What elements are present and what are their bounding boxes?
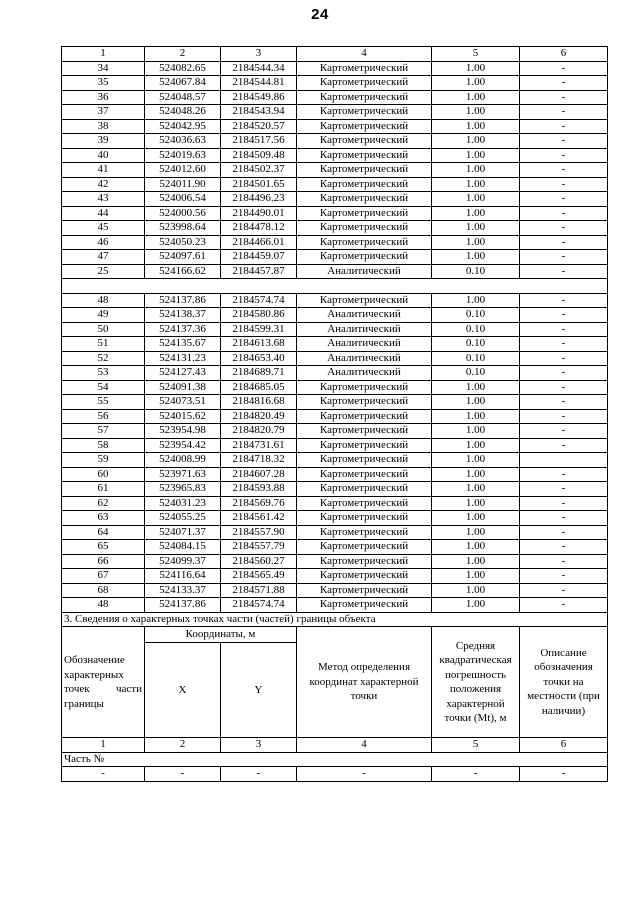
table-row: [62, 380, 608, 395]
table-cell: -: [520, 366, 608, 381]
table-cell: Картометрический: [297, 206, 432, 221]
table-cell: Картометрический: [297, 598, 432, 613]
table-row: [62, 235, 608, 250]
table-row: [62, 554, 608, 569]
table-row: [62, 337, 608, 352]
table-cell: 58: [62, 438, 145, 453]
table-cell: Аналитический: [297, 366, 432, 381]
table-cell: -: [520, 496, 608, 511]
table-cell: 524071.37: [145, 525, 221, 540]
table-cell: 1.00: [432, 119, 520, 134]
table-cell: 54: [62, 380, 145, 395]
table-cell: 524166.62: [145, 264, 221, 279]
table-cell: 2184574.74: [221, 293, 297, 308]
table-cell: 2184466.01: [221, 235, 297, 250]
table-cell: 1.00: [432, 76, 520, 91]
table-cell: 1.00: [432, 192, 520, 207]
table-cell: Картометрический: [297, 90, 432, 105]
table-cell: 62: [62, 496, 145, 511]
table-cell: 0.10: [432, 264, 520, 279]
table-cell: 2184557.90: [221, 525, 297, 540]
table-cell: Картометрический: [297, 453, 432, 468]
table-cell: 2184653.40: [221, 351, 297, 366]
table-row: [62, 395, 608, 410]
table-cell: 2184580.86: [221, 308, 297, 323]
table-cell: 0.10: [432, 337, 520, 352]
table-cell: 524099.37: [145, 554, 221, 569]
table-cell: 524137.36: [145, 322, 221, 337]
table-cell: 2184574.74: [221, 598, 297, 613]
table-cell: -: [520, 322, 608, 337]
table-cell: 63: [62, 511, 145, 526]
table-cell: 57: [62, 424, 145, 439]
table-cell: -: [520, 308, 608, 323]
table-cell: -: [520, 511, 608, 526]
table-cell: [520, 453, 608, 468]
table-cell: -: [520, 337, 608, 352]
table-cell: 2184490.01: [221, 206, 297, 221]
table-cell: -: [520, 554, 608, 569]
table-cell: Картометрический: [297, 380, 432, 395]
table-cell: -: [520, 76, 608, 91]
table-cell: -: [520, 482, 608, 497]
x-header: X: [145, 643, 221, 738]
table-row: [62, 525, 608, 540]
table-row: [62, 366, 608, 381]
table-cell: -: [520, 61, 608, 76]
table-cell: 47: [62, 250, 145, 265]
table-cell: 2184731.61: [221, 438, 297, 453]
table-cell: Картометрический: [297, 540, 432, 555]
table-row: [62, 453, 608, 468]
header-cell: 2: [145, 47, 221, 62]
header-cell: 5: [432, 47, 520, 62]
table-cell: -: [520, 148, 608, 163]
table-cell: 43: [62, 192, 145, 207]
table-cell: 37: [62, 105, 145, 120]
table-row: [62, 511, 608, 526]
table-cell: 53: [62, 366, 145, 381]
table-cell: -: [520, 90, 608, 105]
table-cell: -: [520, 767, 608, 782]
table-cell: 49: [62, 308, 145, 323]
table-cell: 524042.95: [145, 119, 221, 134]
table-cell: 2184569.76: [221, 496, 297, 511]
table-cell: Картометрический: [297, 554, 432, 569]
header-cell: 4: [297, 738, 432, 753]
header-cell: 2: [145, 738, 221, 753]
table-cell: 524133.37: [145, 583, 221, 598]
table-cell: 524067.84: [145, 76, 221, 91]
table-cell: 68: [62, 583, 145, 598]
table-row: [62, 250, 608, 265]
table-cell: -: [520, 163, 608, 178]
table-cell: 2184520.57: [221, 119, 297, 134]
table-cell: 35: [62, 76, 145, 91]
table-cell: 524050.23: [145, 235, 221, 250]
table-cell: -: [520, 119, 608, 134]
table-cell: 44: [62, 206, 145, 221]
table-cell: 1.00: [432, 598, 520, 613]
table-cell: 1.00: [432, 134, 520, 149]
table-row: [62, 61, 608, 76]
table-cell: 2184557.79: [221, 540, 297, 555]
table-cell: 1.00: [432, 525, 520, 540]
table-cell: 1.00: [432, 293, 520, 308]
table-cell: 36: [62, 90, 145, 105]
table-cell: 2184599.31: [221, 322, 297, 337]
table-cell: 524006.54: [145, 192, 221, 207]
table-cell: 25: [62, 264, 145, 279]
table-cell: -: [520, 206, 608, 221]
table-cell: -: [520, 380, 608, 395]
table-row: [62, 496, 608, 511]
table-row: [62, 264, 608, 279]
table-row: [62, 293, 608, 308]
table-cell: 0.10: [432, 366, 520, 381]
table-cell: 2184816.68: [221, 395, 297, 410]
boundary-points-table: [61, 46, 608, 782]
header-cell: 6: [520, 738, 608, 753]
table-cell: Картометрический: [297, 293, 432, 308]
table-row: [62, 569, 608, 584]
table-cell: Картометрический: [297, 177, 432, 192]
table-cell: 524036.63: [145, 134, 221, 149]
table-cell: 2184502.37: [221, 163, 297, 178]
table-cell: Картометрический: [297, 148, 432, 163]
table-row: [62, 177, 608, 192]
table-cell: 524048.57: [145, 90, 221, 105]
table-cell: 65: [62, 540, 145, 555]
table-cell: 38: [62, 119, 145, 134]
table-cell: 524091.38: [145, 380, 221, 395]
table-cell: 1.00: [432, 235, 520, 250]
table-row: [62, 221, 608, 236]
table-cell: -: [520, 351, 608, 366]
table-cell: 39: [62, 134, 145, 149]
table-cell: 61: [62, 482, 145, 497]
table-cell: Картометрический: [297, 250, 432, 265]
table-cell: -: [520, 569, 608, 584]
blank-cell: [62, 279, 608, 294]
table-cell: -: [145, 767, 221, 782]
table-cell: 1.00: [432, 206, 520, 221]
table-row: [62, 540, 608, 555]
table-cell: 1.00: [432, 467, 520, 482]
table-cell: Картометрический: [297, 134, 432, 149]
table-cell: 59: [62, 453, 145, 468]
section-column-numbers-row: [62, 738, 608, 753]
table-cell: 2184607.28: [221, 467, 297, 482]
table-cell: 34: [62, 61, 145, 76]
table-cell: 2184517.56: [221, 134, 297, 149]
table-cell: 67: [62, 569, 145, 584]
table-cell: 523954.42: [145, 438, 221, 453]
empty-part-row: [62, 767, 608, 782]
table-cell: -: [520, 438, 608, 453]
table-cell: 60: [62, 467, 145, 482]
table-cell: 523998.64: [145, 221, 221, 236]
table-cell: 45: [62, 221, 145, 236]
table-cell: 2184478.12: [221, 221, 297, 236]
table-cell: -: [520, 293, 608, 308]
table-cell: 55: [62, 395, 145, 410]
table-cell: Картометрический: [297, 221, 432, 236]
table-cell: 1.00: [432, 511, 520, 526]
table-cell: 1.00: [432, 250, 520, 265]
table-cell: 2184613.68: [221, 337, 297, 352]
table-cell: 524116.64: [145, 569, 221, 584]
table-cell: 66: [62, 554, 145, 569]
table-row: [62, 322, 608, 337]
table-cell: Аналитический: [297, 264, 432, 279]
table-cell: 2184549.86: [221, 90, 297, 105]
table-cell: 524137.86: [145, 293, 221, 308]
table-row: [62, 119, 608, 134]
table-cell: 524137.86: [145, 598, 221, 613]
table-cell: 524127.43: [145, 366, 221, 381]
section-title-row: [62, 612, 608, 627]
table-cell: 1.00: [432, 453, 520, 468]
table-cell: 524008.99: [145, 453, 221, 468]
table-cell: 524000.56: [145, 206, 221, 221]
table-cell: 48: [62, 293, 145, 308]
part-number-label: Часть №: [62, 752, 608, 767]
table-cell: 1.00: [432, 438, 520, 453]
table-cell: 2184543.94: [221, 105, 297, 120]
table-cell: 524131.23: [145, 351, 221, 366]
table-cell: 1.00: [432, 482, 520, 497]
table-cell: 2184501.65: [221, 177, 297, 192]
table-cell: Картометрический: [297, 76, 432, 91]
table-cell: -: [520, 467, 608, 482]
table-cell: 1.00: [432, 177, 520, 192]
blank-row: [62, 279, 608, 294]
table-row: [62, 76, 608, 91]
page-number: 24: [311, 6, 329, 23]
table-cell: 523965.83: [145, 482, 221, 497]
table-cell: 48: [62, 598, 145, 613]
table-cell: 1.00: [432, 90, 520, 105]
table-cell: 524084.15: [145, 540, 221, 555]
table-cell: 2184571.88: [221, 583, 297, 598]
coordinates-header: Координаты, м: [145, 627, 297, 643]
point-designation-header: Обозначение характерных точек части границы: [62, 627, 145, 738]
table-cell: -: [520, 221, 608, 236]
table-cell: Аналитический: [297, 337, 432, 352]
table-cell: Картометрический: [297, 119, 432, 134]
table-cell: 2184496.23: [221, 192, 297, 207]
table-cell: 524019.63: [145, 148, 221, 163]
table-cell: 2184718.32: [221, 453, 297, 468]
header-cell: 1: [62, 47, 145, 62]
table-cell: -: [520, 192, 608, 207]
table-cell: 524012.60: [145, 163, 221, 178]
table-cell: 524031.23: [145, 496, 221, 511]
table-cell: Картометрический: [297, 61, 432, 76]
table-cell: 1.00: [432, 554, 520, 569]
table-cell: 46: [62, 235, 145, 250]
table-row: [62, 598, 608, 613]
table-cell: 42: [62, 177, 145, 192]
table-row: [62, 148, 608, 163]
table-cell: 0.10: [432, 351, 520, 366]
table-cell: 64: [62, 525, 145, 540]
table-row: [62, 134, 608, 149]
part-number-row: [62, 752, 608, 767]
header-cell: 5: [432, 738, 520, 753]
header-cell: 1: [62, 738, 145, 753]
y-header: Y: [221, 643, 297, 738]
table-cell: 52: [62, 351, 145, 366]
table-cell: -: [520, 540, 608, 555]
table-cell: -: [520, 409, 608, 424]
table-cell: Картометрический: [297, 467, 432, 482]
accuracy-header: Средняя квадратическая погрешность положения характерной точки (Mt), м: [432, 627, 520, 738]
table-cell: Картометрический: [297, 235, 432, 250]
table-row: [62, 409, 608, 424]
table-cell: 1.00: [432, 395, 520, 410]
table-cell: -: [520, 105, 608, 120]
table-cell: 2184560.27: [221, 554, 297, 569]
table-cell: Картометрический: [297, 192, 432, 207]
table-row: [62, 482, 608, 497]
table-cell: 1.00: [432, 105, 520, 120]
table-cell: 2184459.07: [221, 250, 297, 265]
table-cell: -: [62, 767, 145, 782]
table-cell: 1.00: [432, 583, 520, 598]
table-cell: 56: [62, 409, 145, 424]
table-cell: Картометрический: [297, 496, 432, 511]
table-row: [62, 438, 608, 453]
table-cell: Картометрический: [297, 583, 432, 598]
table-cell: 524138.37: [145, 308, 221, 323]
table-cell: 1.00: [432, 540, 520, 555]
table-cell: -: [520, 134, 608, 149]
table-cell: Аналитический: [297, 351, 432, 366]
table-cell: 1.00: [432, 409, 520, 424]
header-cell: 4: [297, 47, 432, 62]
table-cell: -: [520, 177, 608, 192]
table-cell: 1.00: [432, 61, 520, 76]
table-row: [62, 424, 608, 439]
table-cell: 0.10: [432, 308, 520, 323]
table-cell: 1.00: [432, 496, 520, 511]
table-cell: 2184685.05: [221, 380, 297, 395]
table-cell: Картометрический: [297, 569, 432, 584]
table-cell: 50: [62, 322, 145, 337]
table-cell: 523971.63: [145, 467, 221, 482]
table-cell: 523954.98: [145, 424, 221, 439]
table-cell: 1.00: [432, 221, 520, 236]
table-cell: -: [520, 424, 608, 439]
table-cell: -: [520, 395, 608, 410]
table-row: [62, 467, 608, 482]
table-cell: 2184544.34: [221, 61, 297, 76]
table-cell: Картометрический: [297, 482, 432, 497]
table-cell: 1.00: [432, 569, 520, 584]
table-cell: -: [297, 767, 432, 782]
table-cell: 1.00: [432, 163, 520, 178]
table-cell: 524015.62: [145, 409, 221, 424]
table-cell: Картометрический: [297, 163, 432, 178]
table-cell: 524011.90: [145, 177, 221, 192]
table-cell: -: [520, 598, 608, 613]
table-row: [62, 163, 608, 178]
table-cell: 524097.61: [145, 250, 221, 265]
table-row: [62, 105, 608, 120]
table-row: [62, 308, 608, 323]
table-cell: -: [520, 264, 608, 279]
table-cell: 1.00: [432, 380, 520, 395]
description-header: Описание обозначения точки на местности (при наличии): [520, 627, 608, 738]
table-cell: -: [432, 767, 520, 782]
table-cell: Картометрический: [297, 511, 432, 526]
section-header-row-1: [62, 627, 608, 643]
section-title: 3. Сведения о характерных точках части (частей) границы объекта: [62, 612, 608, 627]
header-cell: 3: [221, 47, 297, 62]
table-cell: 2184561.42: [221, 511, 297, 526]
table-cell: -: [221, 767, 297, 782]
column-numbers-row: [62, 47, 608, 62]
header-cell: 3: [221, 738, 297, 753]
table-cell: 1.00: [432, 148, 520, 163]
table-cell: Картометрический: [297, 409, 432, 424]
table-cell: -: [520, 583, 608, 598]
table-cell: 2184593.88: [221, 482, 297, 497]
table-cell: Картометрический: [297, 395, 432, 410]
table-cell: Аналитический: [297, 322, 432, 337]
table-cell: 524082.65: [145, 61, 221, 76]
table-cell: 51: [62, 337, 145, 352]
table-cell: Картометрический: [297, 424, 432, 439]
table-cell: -: [520, 235, 608, 250]
table-cell: Картометрический: [297, 105, 432, 120]
table-cell: 40: [62, 148, 145, 163]
table-row: [62, 206, 608, 221]
table-cell: 2184544.81: [221, 76, 297, 91]
table-cell: Картометрический: [297, 525, 432, 540]
table-cell: 1.00: [432, 424, 520, 439]
table-cell: 2184565.49: [221, 569, 297, 584]
table-cell: 2184509.48: [221, 148, 297, 163]
table-row: [62, 192, 608, 207]
table-cell: -: [520, 525, 608, 540]
table-cell: 41: [62, 163, 145, 178]
table-cell: 524048.26: [145, 105, 221, 120]
table-cell: Картометрический: [297, 438, 432, 453]
method-header: Метод определения координат характерной точки: [297, 627, 432, 738]
table-cell: Аналитический: [297, 308, 432, 323]
table-row: [62, 583, 608, 598]
table-cell: 0.10: [432, 322, 520, 337]
table-cell: 2184820.49: [221, 409, 297, 424]
table-cell: 2184457.87: [221, 264, 297, 279]
table-cell: -: [520, 250, 608, 265]
header-cell: 6: [520, 47, 608, 62]
table-cell: 524135.67: [145, 337, 221, 352]
table-cell: 2184689.71: [221, 366, 297, 381]
table-cell: 524055.25: [145, 511, 221, 526]
table-cell: 2184820.79: [221, 424, 297, 439]
table-row: [62, 351, 608, 366]
table-cell: 524073.51: [145, 395, 221, 410]
table-row: [62, 90, 608, 105]
